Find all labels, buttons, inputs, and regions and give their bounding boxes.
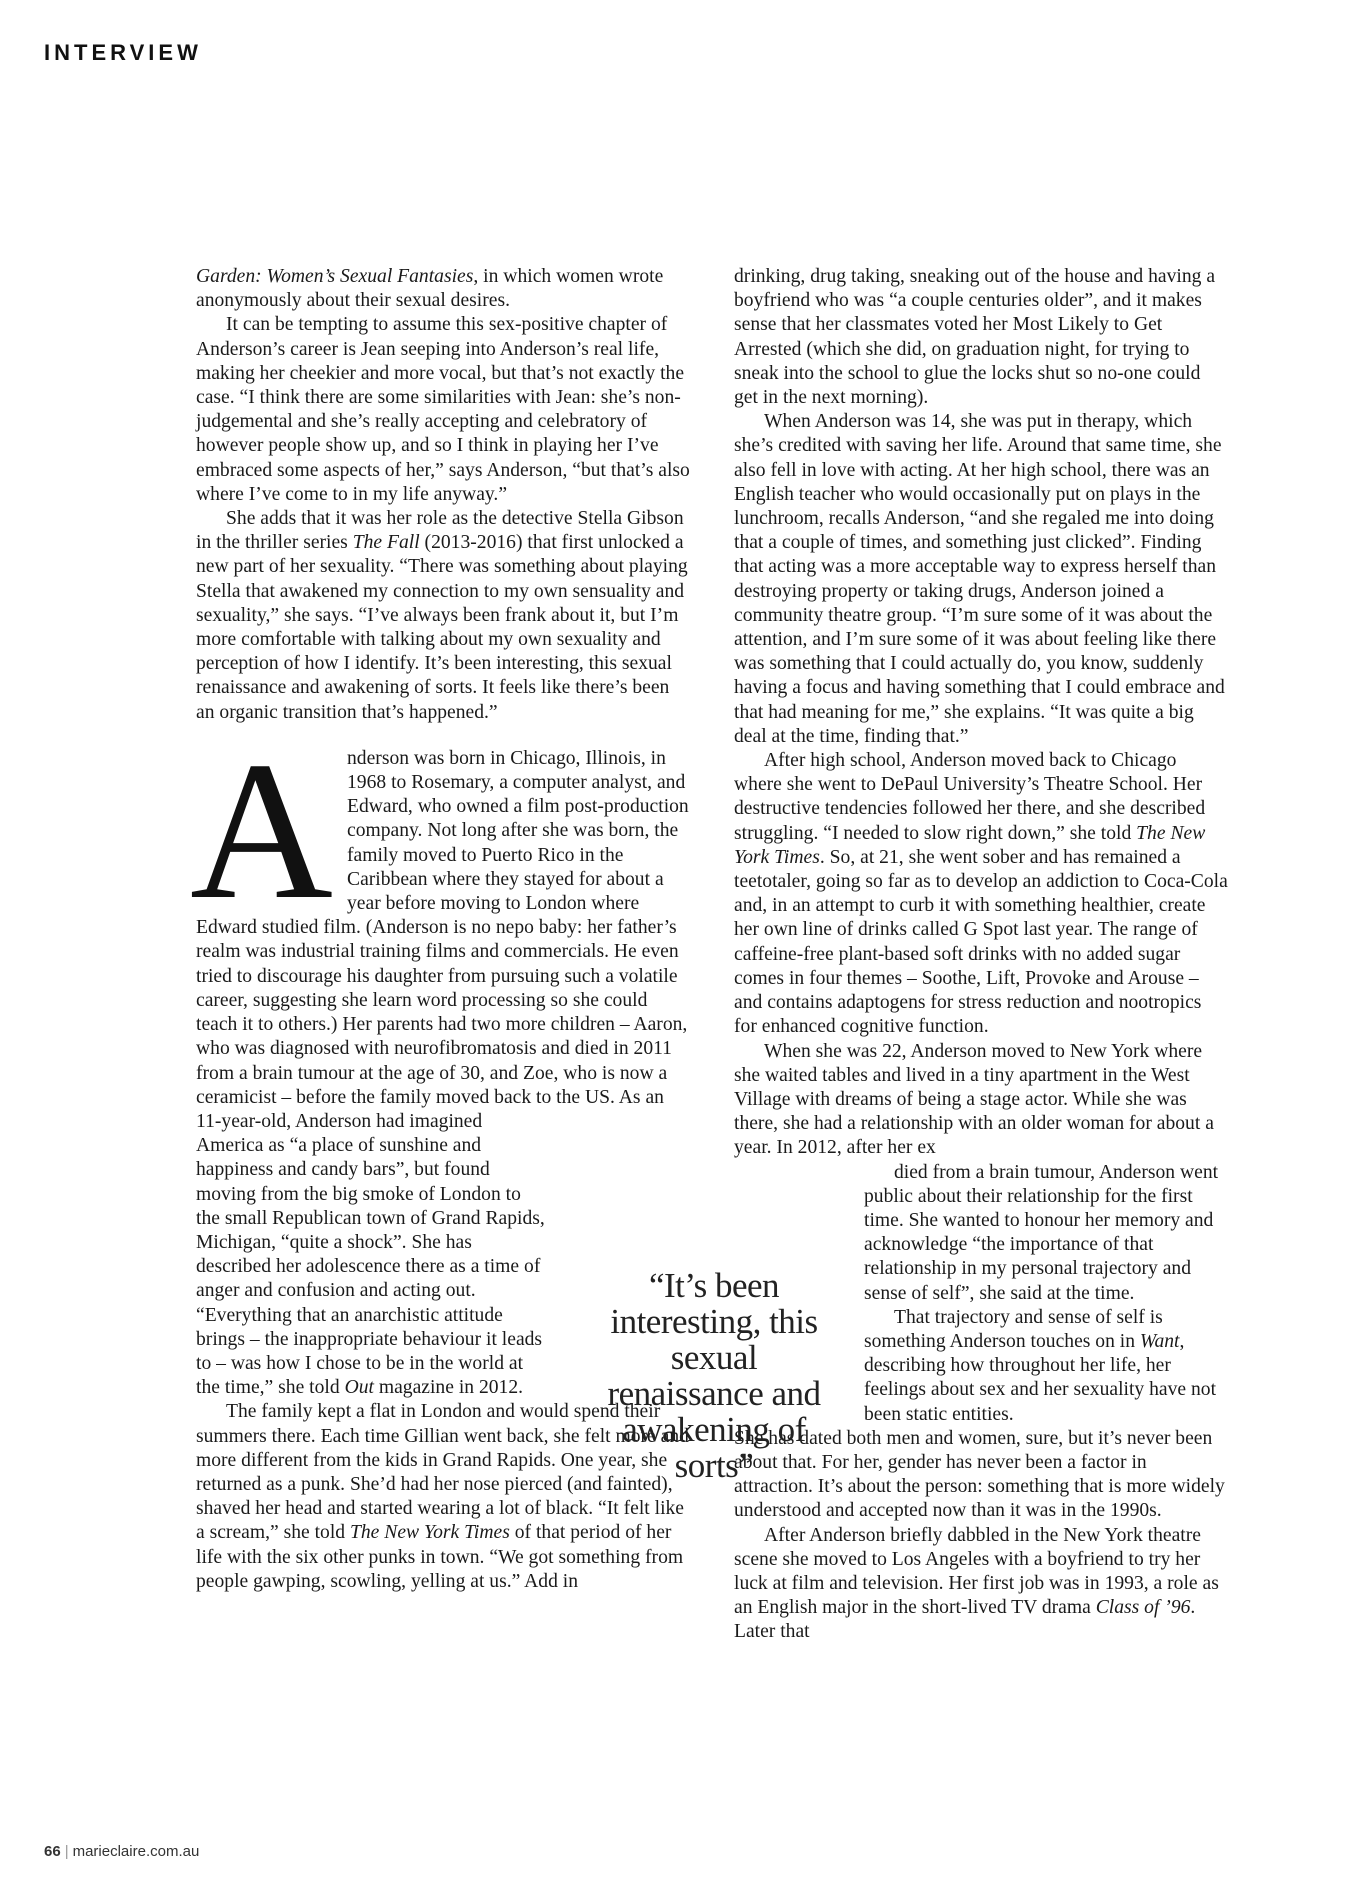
page-number: 66 bbox=[44, 1843, 61, 1860]
site-url: marieclaire.com.au bbox=[72, 1843, 200, 1860]
paragraph-text: magazine in 2012. bbox=[373, 1377, 524, 1399]
book-title: Want bbox=[1139, 1330, 1180, 1352]
paragraph-text: of that period of her life with the six other punks in town. “We got something from people gawping, scowling, yelling at us.” Add in bbox=[196, 1522, 684, 1592]
show-title: The Fall bbox=[352, 532, 420, 554]
show-title: Class of ’96 bbox=[1095, 1597, 1191, 1619]
section-label: INTERVIEW bbox=[44, 40, 202, 65]
paragraph-inset: died from a brain tumour, Anderson went public about their relationship for the first time. She wanted to honour her memory and acknowledge “the importance of that relationship in my personal trajectory and sense of self”, she said at the time. bbox=[864, 1161, 1219, 1304]
paragraph-text: , describing how throughout her life, her feelings about sex and her sexuality have not been static entities. bbox=[864, 1330, 1217, 1425]
paragraph-text: After high school, Anderson moved back to Chicago where she went to DePaul University’s Theatre School. Her destructive tendencies followed her there, and she described struggling. “I needed to slow right down,” she told bbox=[734, 750, 1206, 844]
magazine-title: Out bbox=[344, 1377, 374, 1399]
paragraph bbox=[196, 265, 691, 313]
drop-cap: A bbox=[190, 720, 333, 940]
paragraph: It can be tempting to assume this sex-positive chapter of Anderson’s career is Jean seeping into Anderson’s real life, making her cheekier and more vocal, but that’s not exactly the case. “I think there are some similarities with Jean: she’s non-judgemental and she’s really accepting and celebratory of however people show up, and so I think in playing her I’ve embraced some aspects of her,” says Anderson, “but that’s also where I’ve come to in my life anyway.” bbox=[196, 314, 690, 505]
newspaper-title: The New York Times bbox=[349, 1522, 510, 1544]
paragraph-text: nderson was born in Chicago, Illinois, in 1968 to Rosemary, a computer analyst, and Edward, who owned a film post-production company. Not long after she was born, the family moved to Puerto Rico in the Caribbean where they stayed for about a year before moving to London where Edward studied film. (Anderson is no nepo baby: her father’s realm was industrial training films and commercials. He even tried to discourage his daughter from pursuing such a volatile career, suggesting she learn word processing so she could teach it to others.) Her parents had two more children – Aaron, who was diagnosed with neurofibromatosis and died in 2011 from a brain tumour at the age of 30, and Zoe, who is now a ceramicist – before the family moved back to the US. As an 11-year-old, Anderson had imagined bbox=[196, 747, 689, 1132]
paragraph-text: She adds that it was her role as the detective Stella Gibson in the thriller series bbox=[196, 508, 684, 554]
paragraph: When she was 22, Anderson moved to New York where she waited tables and lived in a tiny apartment in the West Village with dreams of being a stage actor. While she was there, she had a relationship with an older woman for about a year. In 2012, after her ex bbox=[734, 1040, 1214, 1159]
paragraph bbox=[196, 507, 691, 725]
paragraph bbox=[190, 720, 691, 1134]
paragraph-text: America as “a place of sunshine and happiness and candy bars”, but found moving from the big smoke of London to the small Republican town of Grand Rapids, Michigan, “quite a shock”. She has described her adolescence there as a time of anger and confusion and acting out. “Everything that an anarchistic attitude brings – the inappropriate behaviour it leads to – was how I chose to be in the world at the time,” she told bbox=[196, 1135, 545, 1399]
paragraph: drinking, drug taking, sneaking out of the house and having a boyfriend who was “a couple centuries older”, and it makes sense that her classmates voted her Most Likely to Get Arrested (which she did, on graduation night, for trying to sneak into the school to glue the locks shut so no-one could get in the next morning). bbox=[734, 266, 1216, 409]
paragraph-inset bbox=[196, 1134, 546, 1400]
paragraph-text: That trajectory and sense of self is something Anderson touches on in bbox=[864, 1306, 1163, 1352]
paragraph-text: . So, at 21, she went sober and has remained a teetotaler, going so far as to develop an addiction to Coca-Cola and, in an attempt to curb it with something healthier, create her own line of drinks called G Spot last year. The range of caffeine-free plant-based soft drinks with no added sugar comes in four themes – Soothe, Lift, Provoke and Arouse – and contains adaptogens for stress reduction and nootropics for enhanced cognitive function. bbox=[734, 846, 1228, 1038]
paragraph bbox=[734, 1524, 1229, 1645]
paragraph: When Anderson was 14, she was put in therapy, which she’s credited with saving her life. Around that same time, she also fell in love with acting. At her high school, there was an English teacher who would occasionally put on plays in the lunchroom, recalls Anderson, “and she regaled me into doing that a couple of times, and something just clicked”. Finding that acting was a more acceptable way to express herself than destroying property or taking drugs, Anderson joined a community theatre group. “I’m sure some of it was about the attention, and I’m sure some of it was about feeling like there was something that I could actually do, you know, suddenly having a focus and having something that I could embrace and that had meaning for me,” she explains. “It was quite a big deal at the time, finding that.” bbox=[734, 411, 1225, 747]
book-title: Garden: Women’s Sexual Fantasies bbox=[196, 266, 474, 287]
paragraph-text: After Anderson briefly dabbled in the New York theatre scene she moved to Los Angeles with a boyfriend to try her luck at film and television. Her first job was in 1993, a role as an English major in the short-lived TV drama bbox=[734, 1524, 1219, 1619]
footer-separator: | bbox=[64, 1843, 69, 1860]
paragraph bbox=[734, 749, 1229, 1039]
page-footer bbox=[44, 1843, 199, 1860]
newspaper-title: The New York Times bbox=[734, 822, 1206, 868]
pull-quote: “It’s been interesting, this sexual renaissance and awakening of sorts” bbox=[607, 1266, 821, 1485]
paragraph-text: (2013-2016) that first unlocked a new part of her sexuality. “There was something about playing Stella that awakened my connection to my own sensuality and sexuality,” she says. “I’ve always been frank about it, but I’m more comfortable with talking about my own sexuality and perception of how I identify. It’s been interesting, this sexual renaissance and awakening of sorts. It feels like there’s been an organic transition that’s happened.” bbox=[196, 532, 688, 723]
paragraph-text: . Later that bbox=[734, 1597, 1196, 1643]
paragraph-text: , in which women wrote anonymously about their sexual desires. bbox=[196, 266, 664, 312]
paragraph-text: The family kept a flat in London and would spend their summers there. Each time Gillian went back, she felt more and more different from the kids in Grand Rapids. One year, she returned as a punk. She’d had her nose pierced (and fainted), shaved her head and started wearing a lot of black. “It felt like a scream,” she told bbox=[196, 1401, 689, 1544]
paragraph: She has dated both men and women, sure, but it’s never been about that. For her, gender has never been a factor in attraction. It’s about the person: something that is more widely understood and accepted now than it was in the 1990s. bbox=[734, 1427, 1225, 1522]
